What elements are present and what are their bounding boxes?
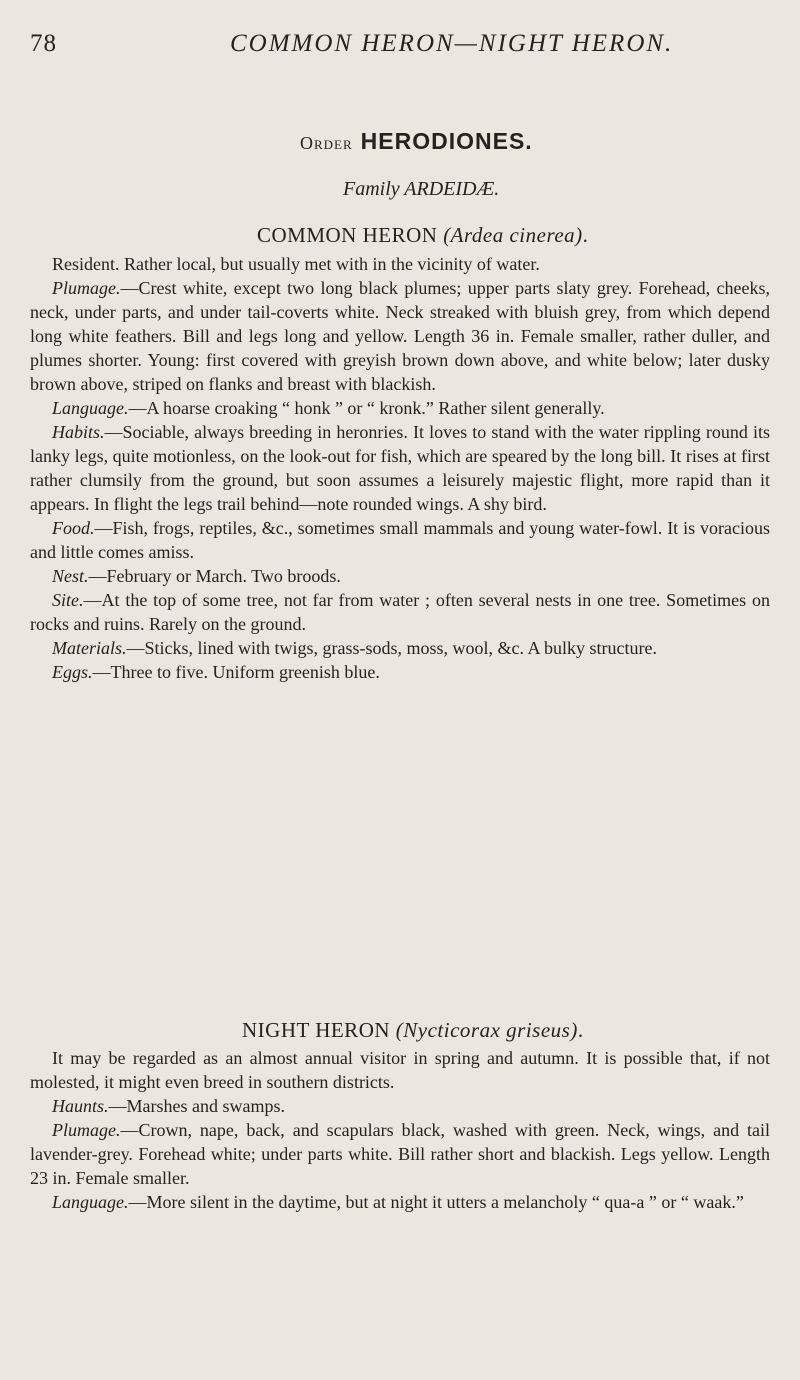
common-heron-text bbox=[30, 252, 770, 684]
section-text: —February or March. Two broods. bbox=[88, 566, 341, 586]
section-text: —Three to five. Uniform greenish blue. bbox=[92, 662, 380, 682]
section-text: —Marshes and swamps. bbox=[108, 1096, 285, 1116]
section-text: —Crest white, except two long black plumes; upper parts slaty grey. Forehead, cheeks, neck, under parts, and under tail-coverts white. Neck streaked with bluish grey, from which depend long white feathers. Bill and legs long and yellow. Length 36 in. Female smaller, rather duller, and plumes shorter. Young: first covered with greyish brown down above, and white below; later dusky brown above, striped on flanks and breast with blackish. bbox=[30, 278, 770, 394]
night-heron-name: NIGHT HERON bbox=[242, 1018, 391, 1042]
section-text: —Sticks, lined with twigs, grass-sods, moss, wool, &c. A bulky structure. bbox=[126, 638, 657, 658]
section-label: Site. bbox=[52, 590, 84, 610]
order-heading bbox=[300, 128, 533, 155]
section-label: Haunts. bbox=[52, 1096, 109, 1116]
common-heron-plumage bbox=[30, 276, 770, 396]
common-heron-name: COMMON HERON bbox=[257, 223, 438, 247]
common-heron-habits bbox=[30, 420, 770, 516]
family-heading bbox=[343, 178, 499, 201]
page-number: 78 bbox=[30, 30, 57, 57]
common-heron-materials bbox=[30, 636, 770, 660]
night-heron-heading bbox=[242, 1018, 584, 1043]
section-text: —At the top of some tree, not far from water ; often several nests in one tree. Sometimes on rocks and ruins. Rarely on the ground. bbox=[30, 590, 770, 634]
common-heron-heading-end: . bbox=[582, 223, 589, 247]
running-head bbox=[30, 30, 770, 70]
common-heron-eggs bbox=[30, 660, 770, 684]
night-heron-plumage bbox=[30, 1118, 770, 1190]
common-heron-food bbox=[30, 516, 770, 564]
night-heron-latin: (Nycticorax griseus) bbox=[395, 1018, 578, 1042]
order-label: Order bbox=[300, 133, 353, 153]
section-label: Language. bbox=[52, 398, 129, 418]
order-name: HERODIONES. bbox=[360, 128, 533, 154]
section-label: Plumage. bbox=[52, 1120, 121, 1140]
running-title: COMMON HERON—NIGHT HERON. bbox=[230, 30, 674, 57]
night-heron-heading-end: . bbox=[577, 1018, 584, 1042]
section-label: Plumage. bbox=[52, 278, 121, 298]
common-heron-nest bbox=[30, 564, 770, 588]
night-heron-text bbox=[30, 1046, 770, 1214]
common-heron-latin: (Ardea cinerea) bbox=[443, 223, 583, 247]
section-text: —More silent in the daytime, but at night it utters a melancholy “ qua-a ” or “ waak.” bbox=[128, 1192, 744, 1212]
section-label: Nest. bbox=[52, 566, 89, 586]
common-heron-heading bbox=[257, 223, 588, 248]
section-text: —Fish, frogs, reptiles, &c., sometimes small mammals and young water-fowl. It is voracious and little comes amiss. bbox=[30, 518, 770, 562]
section-label: Eggs. bbox=[52, 662, 93, 682]
common-heron-language bbox=[30, 396, 770, 420]
common-heron-site bbox=[30, 588, 770, 636]
section-text: —Sociable, always breeding in heronries. It loves to stand with the water rippling round its lanky legs, quite motionless, on the look-out for fish, which are speared by the long bill. It rises at first rather clumsily from the ground, but soon assumes a leisurely majestic flight, more rapid than it appears. In flight the legs trail behind—note rounded wings. A shy bird. bbox=[30, 422, 770, 514]
section-text: —A hoarse croaking “ honk ” or “ kronk.” Rather silent generally. bbox=[128, 398, 605, 418]
section-label: Habits. bbox=[52, 422, 105, 442]
section-label: Materials. bbox=[52, 638, 127, 658]
family-name: ARDEIDÆ. bbox=[404, 178, 500, 200]
section-label: Food. bbox=[52, 518, 95, 538]
section-text: —Crown, nape, back, and scapulars black, washed with green. Neck, wings, and tail lavender-grey. Forehead white; under parts white. Bill rather short and blackish. Legs yellow. Length 23 in. Female smaller. bbox=[30, 1120, 770, 1188]
night-heron-language bbox=[30, 1190, 770, 1214]
family-label: Family bbox=[343, 178, 400, 200]
section-label: Language. bbox=[52, 1192, 129, 1212]
common-heron-status: Resident. Rather local, but usually met with in the vicinity of water. bbox=[52, 254, 540, 274]
night-heron-intro: It may be regarded as an almost annual visitor in spring and autumn. It is possible that, if not molested, it might even breed in southern districts. bbox=[30, 1048, 770, 1092]
night-heron-haunts bbox=[30, 1094, 770, 1118]
